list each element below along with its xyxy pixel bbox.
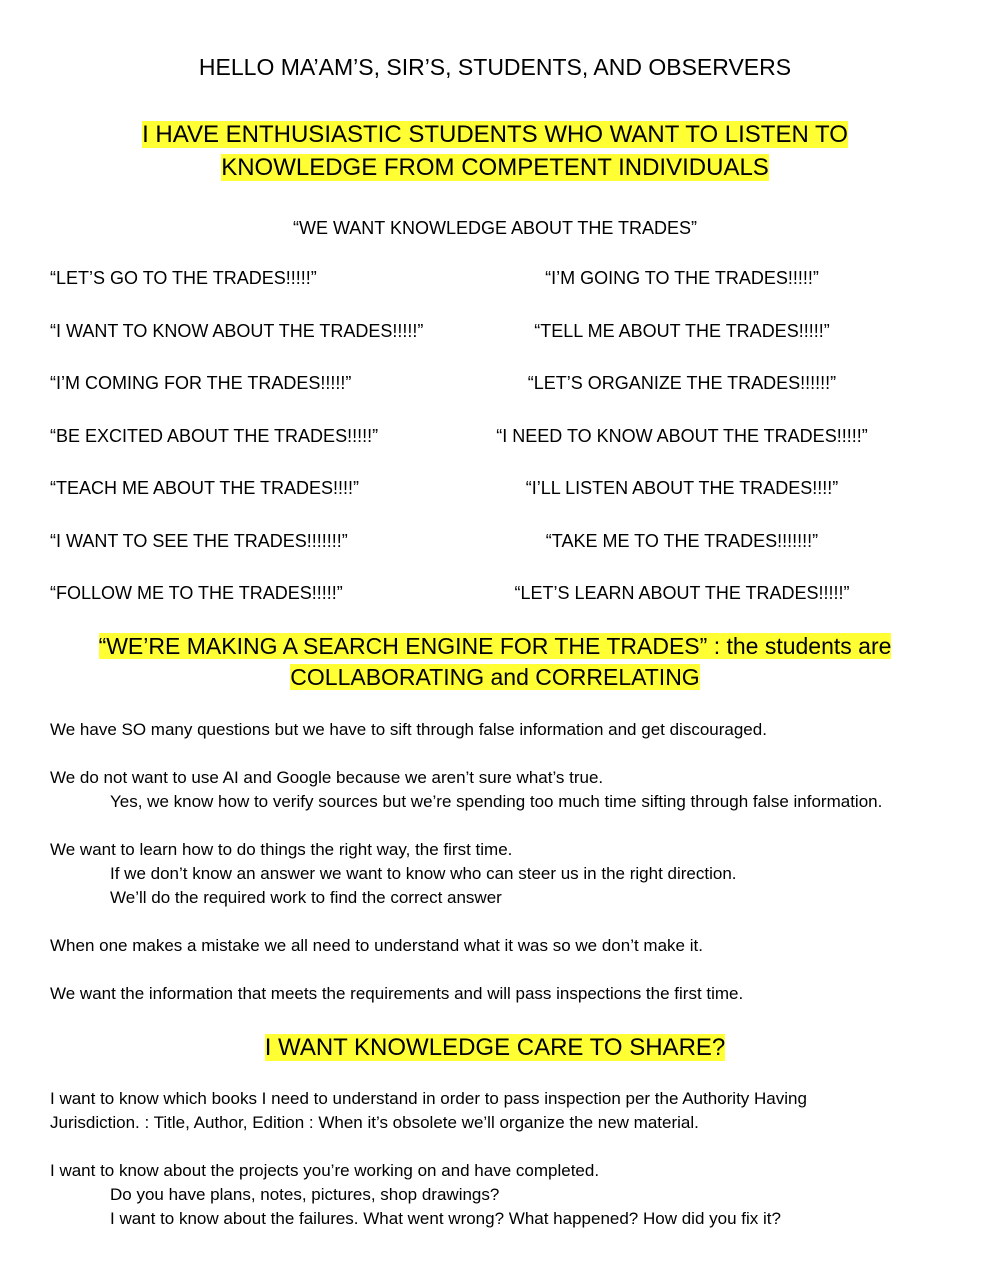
page-title: HELLO MA’AM’S, SIR’S, STUDENTS, AND OBSERVERS (198, 54, 792, 80)
chant-right: “LET’S ORGANIZE THE TRADES!!!!!!” (527, 373, 837, 393)
paragraph: We want to learn how to do things the right way, the first time. (50, 840, 513, 859)
heading3-text: I WANT KNOWLEDGE CARE TO SHARE? (264, 1034, 726, 1061)
chant-right: “I NEED TO KNOW ABOUT THE TRADES!!!!!” (496, 426, 868, 446)
paragraph: Jurisdiction. : Title, Author, Edition : When it’s obsolete we’ll organize the new material. (50, 1113, 699, 1132)
paragraph: We do not want to use AI and Google because we aren’t sure what’s true. (50, 768, 604, 787)
chant-left: “BE EXCITED ABOUT THE TRADES!!!!!” (50, 426, 379, 446)
indented-paragraph: We’ll do the required work to find the correct answer (110, 888, 502, 907)
chant-left: “I’M COMING FOR THE TRADES!!!!!” (50, 373, 352, 393)
heading1-line1: I HAVE ENTHUSIASTIC STUDENTS WHO WANT TO LISTEN TO (142, 121, 848, 148)
indented-paragraph: Do you have plans, notes, pictures, shop drawings? (110, 1185, 500, 1204)
heading2-line2: COLLABORATING and CORRELATING (290, 664, 700, 690)
chant-left: “TEACH ME ABOUT THE TRADES!!!!” (50, 478, 360, 498)
chant-right: “I’LL LISTEN ABOUT THE TRADES!!!!” (525, 478, 839, 498)
chant-left: “I WANT TO SEE THE TRADES!!!!!!!” (50, 531, 348, 551)
paragraph: We have SO many questions but we have to sift through false information and get discouraged. (50, 720, 767, 739)
heading-search-engine (0, 631, 990, 693)
indented-paragraph: Yes, we know how to verify sources but we’re spending too much time sifting through false information. (110, 792, 883, 811)
indented-paragraph: If we don’t know an answer we want to know who can steer us in the right direction. (110, 864, 737, 883)
heading1-line2: KNOWLEDGE FROM COMPETENT INDIVIDUALS (221, 154, 769, 181)
chant-right: “LET’S LEARN ABOUT THE TRADES!!!!!” (514, 583, 850, 603)
chant-left: “I WANT TO KNOW ABOUT THE TRADES!!!!!” (50, 321, 424, 341)
chant-left: “FOLLOW ME TO THE TRADES!!!!!” (50, 583, 343, 603)
chant-left: “LET’S GO TO THE TRADES!!!!!” (50, 268, 317, 288)
paragraph: I want to know about the projects you’re working on and have completed. (50, 1161, 600, 1180)
chant-right: “TAKE ME TO THE TRADES!!!!!!!” (545, 531, 819, 551)
chant-right: “TELL ME ABOUT THE TRADES!!!!!” (534, 321, 830, 341)
paragraph: We want the information that meets the requirements and will pass inspections the first time. (50, 984, 744, 1003)
subheading: “WE WANT KNOWLEDGE ABOUT THE TRADES” (292, 218, 698, 238)
indented-paragraph: I want to know about the failures. What went wrong? What happened? How did you fix it? (110, 1209, 781, 1228)
paragraph: When one makes a mistake we all need to understand what it was so we don’t make it. (50, 936, 703, 955)
heading2-line1: “WE’RE MAKING A SEARCH ENGINE FOR THE TRADES” : the students are (98, 633, 892, 659)
heading-enthusiastic-students (0, 118, 990, 184)
heading-care-to-share (0, 1031, 990, 1064)
chant-right: “I’M GOING TO THE TRADES!!!!!” (545, 268, 819, 288)
paragraph: I want to know which books I need to understand in order to pass inspection per the Authority Having (50, 1089, 807, 1108)
